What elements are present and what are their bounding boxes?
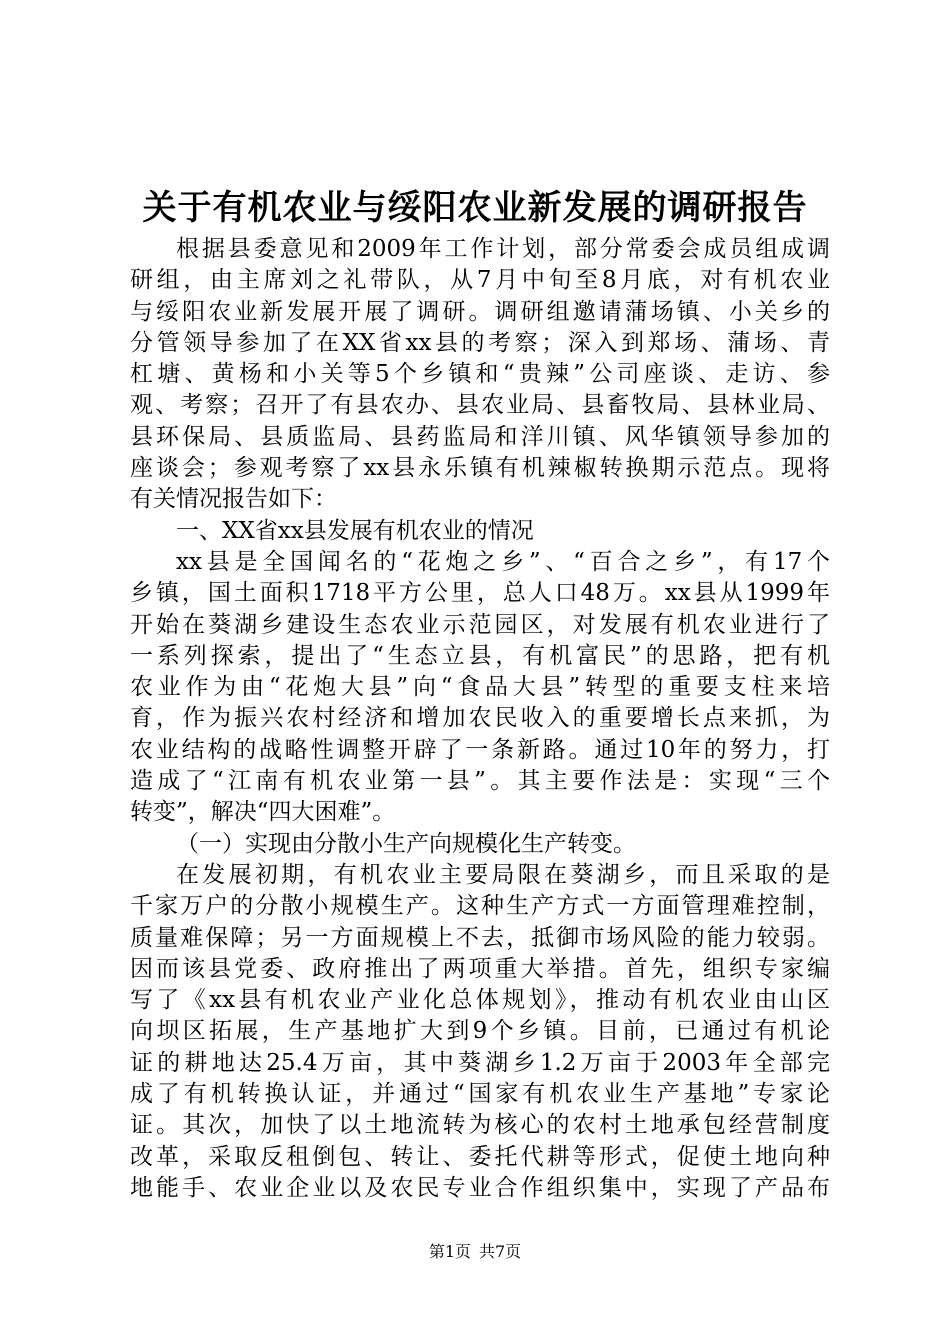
paragraph-line: 在发展初期，有机农业主要局限在葵湖乡，而且采取的是 [176,861,830,888]
paragraph-line: 一系列探索，提出了“生态立县，有机富民”的思路，把有机 [130,642,830,669]
paragraph-line: 县环保局、县质监局、县药监局和洋川镇、风华镇领导参加的 [130,423,830,450]
paragraph-line: 研组，由主席刘之礼带队，从7月中旬至8月底，对有机农业 [130,267,830,294]
paragraph-line: 杠塘、黄杨和小关等5个乡镇和“贵辣”公司座谈、走访、参 [130,361,830,388]
paragraph-line: 地能手、农业企业以及农民专业合作组织集中，实现了产品布 [130,1174,830,1201]
page-number: 第1页 [428,1242,471,1261]
page-footer [0,1241,950,1263]
paragraph-line: 育，作为振兴农村经济和增加农民收入的重要增长点来抓，为 [130,705,830,732]
paragraph-line: 证。其次，加快了以土地流转为核心的农村土地承包经营制度 [130,1112,830,1139]
document-body [130,234,830,1204]
document-title: 关于有机农业与绥阳农业新发展的调研报告 [142,188,808,228]
paragraph-line: 因而该县党委、政府推出了两项重大举措。首先，组织专家编 [130,955,830,982]
section-heading: 一、XX省xx县发展有机农业的情况 [176,517,534,544]
paragraph-line: 造成了“江南有机农业第一县”。其主要作法是：实现“三个 [130,768,830,795]
paragraph-line: 座谈会；参观考察了xx县永乐镇有机辣椒转换期示范点。现将 [130,455,830,482]
paragraph-line: 成了有机转换认证，并通过“国家有机农业生产基地”专家论 [130,1081,830,1108]
paragraph-line: 有关情况报告如下： [130,486,337,513]
paragraph-line: 千家万户的分散小规模生产。这种生产方式一方面管理难控制， [130,893,830,920]
paragraph-line: 改革，采取反租倒包、转让、委托代耕等形式，促使土地向种 [130,1143,830,1170]
paragraph-line: 农业结构的战略性调整开辟了一条新路。通过10年的努力，打 [130,736,830,763]
paragraph-line: 分管领导参加了在XX省xx县的考察；深入到郑场、蒲场、青 [130,329,830,356]
paragraph-line: 转变”，解决“四大困难”。 [130,799,396,826]
paragraph-line: 农业作为由“花炮大县”向“食品大县”转型的重要支柱来培 [130,674,830,701]
paragraph-line: 根据县委意见和2009年工作计划，部分常委会成员组成调 [176,236,830,262]
paragraph-line: 乡镇，国土面积1718平方公里，总人口48万。xx县从1999年 [130,580,830,607]
paragraph-line: xx县是全国闻名的“花炮之乡”、“百合之乡”，有17个 [176,548,830,575]
paragraph-line: 开始在葵湖乡建设生态农业示范园区，对发展有机农业进行了 [130,611,830,638]
paragraph-line: 写了《xx县有机农业产业化总体规划》，推动有机农业由山区 [130,987,830,1014]
paragraph-line: 证的耕地达25.4万亩，其中葵湖乡1.2万亩于2003年全部完 [130,1049,830,1076]
paragraph-line: 质量难保障；另一方面规模上不去，抵御市场风险的能力较弱。 [130,924,830,951]
page-total: 共7页 [479,1242,522,1261]
paragraph-line: 与绥阳农业新发展开展了调研。调研组邀请蒲场镇、小关乡的 [130,298,830,325]
paragraph-line: 向坝区拓展，生产基地扩大到9个乡镇。目前，已通过有机论 [130,1018,830,1045]
paragraph-line: 观、考察；召开了有县农办、县农业局、县畜牧局、县林业局、 [130,392,830,419]
subsection-heading: （一）实现由分散小生产向规模化生产转变。 [176,830,636,857]
